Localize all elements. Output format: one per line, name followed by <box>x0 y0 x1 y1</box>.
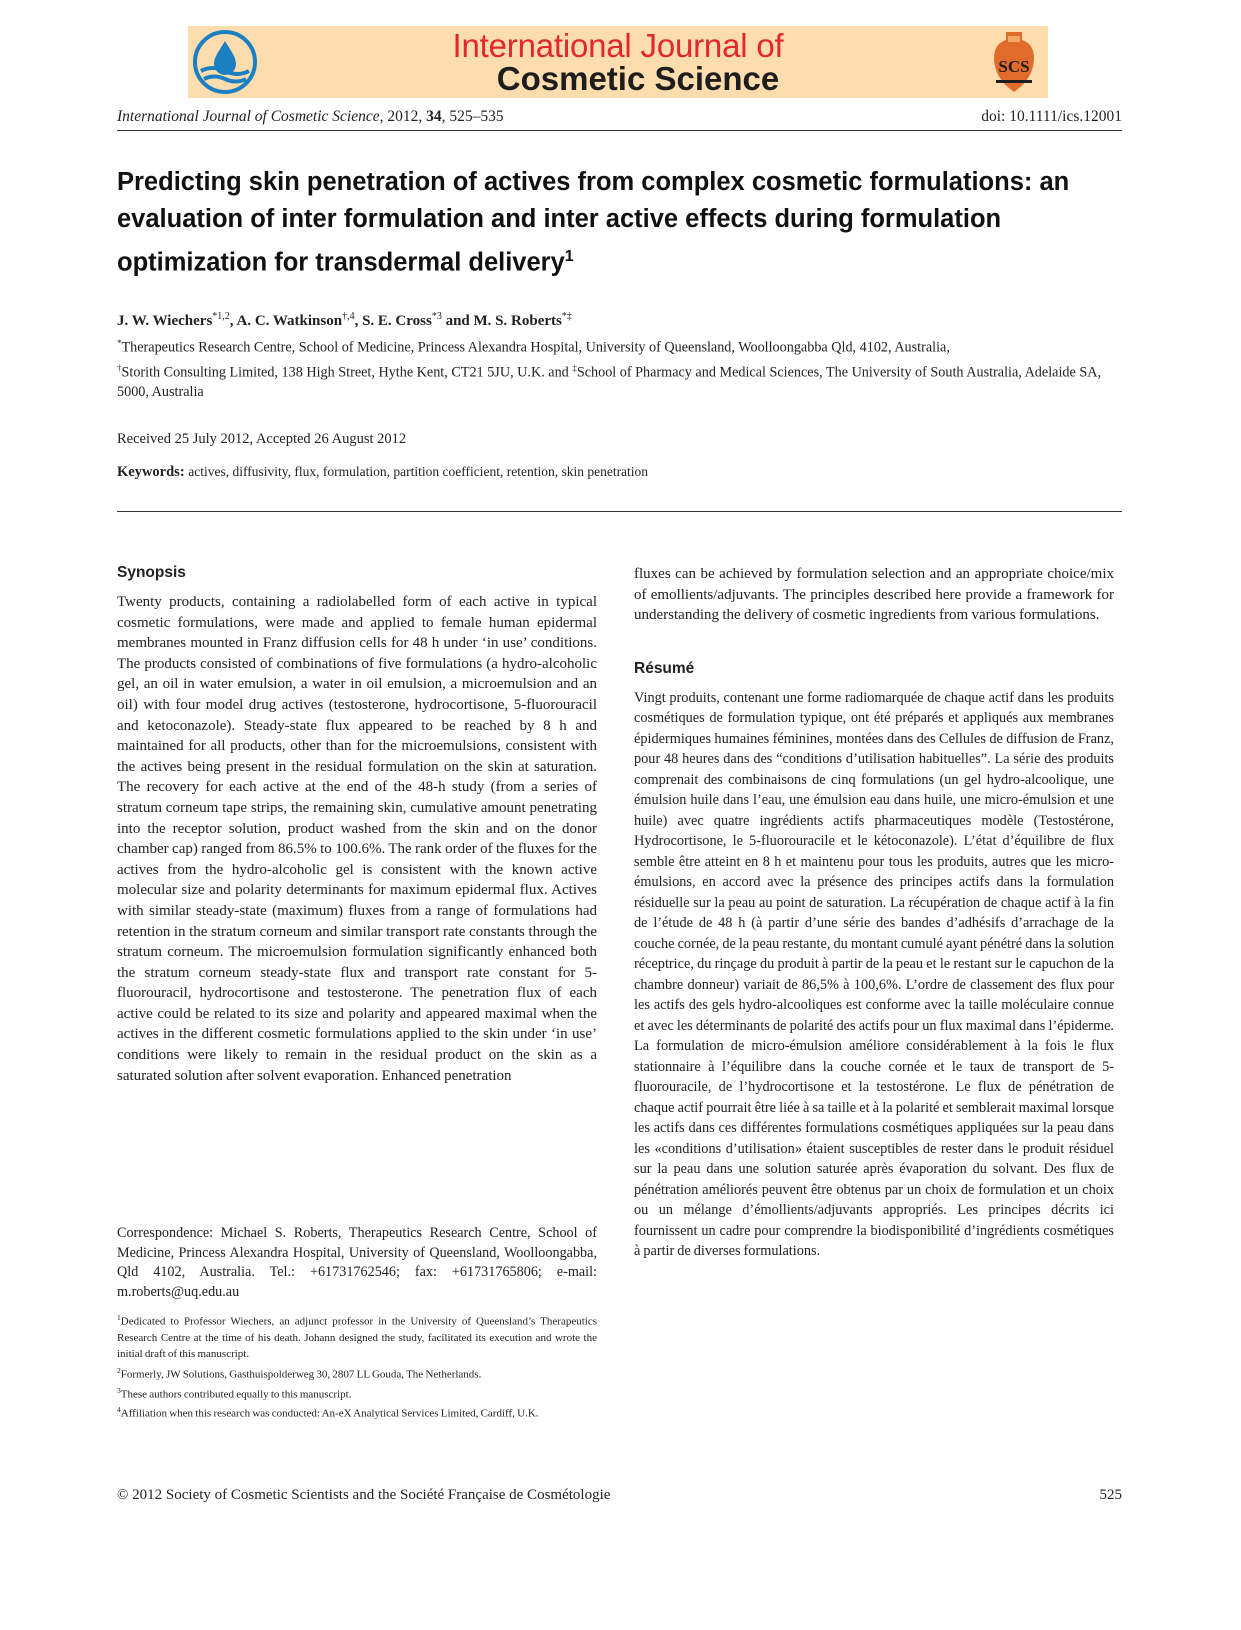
banner-title-line2: Cosmetic Science <box>496 60 780 97</box>
author-mark: *‡ <box>561 311 572 322</box>
journal-volume: 34 <box>426 108 442 125</box>
resume-heading: Résumé <box>634 659 695 677</box>
left-column <box>117 564 597 1086</box>
section-divider <box>117 511 1122 512</box>
scs-society-logo-icon <box>988 28 1040 96</box>
affil-mark: * <box>117 338 122 348</box>
footnote-mark: 2 <box>117 1365 121 1375</box>
footnote-text: These authors contributed equally to this manuscript. <box>120 1388 352 1401</box>
affiliation-3: School of Pharmacy and Medical Sciences, The University of South Australia, Adelaide SA, 5000, Australia <box>117 364 1102 401</box>
footnote-text: Dedicated to Professor Wiechers, an adjunct professor in the University of Queensland’s Therapeutics Research Centre at the time of his death. Johann designed the study, facilitated its execution and wrote the initial draft of this manuscript. <box>117 1315 597 1361</box>
affil-mark: ‡ <box>572 362 577 373</box>
affil-mark: † <box>117 362 122 373</box>
author-mark: †,4 <box>342 311 355 322</box>
footnote <box>117 1310 597 1363</box>
doi: doi: 10.1111/ics.12001 <box>981 108 1122 125</box>
author-separator: , <box>354 313 363 329</box>
author-name: S. E. Cross <box>362 313 432 329</box>
scs-logo-text: SCS <box>998 57 1030 76</box>
synopsis-text: Twenty products, containing a radiolabelled form of each active in typical cosmetic formulations, were made and applied to female human epidermal membranes mounted in Franz diffusion cells for 48 h under ‘in use’ conditions. The products consisted of combinations of five formulations (a hydro-alcoholic gel, an oil in water emulsion, a water in oil emulsion, a microemulsion and an oil) with four model drug actives (testosterone, hydrocortisone, 5-fluorouracil and ketoconazole). Steady-state flux appeared to be reached by 8 h and maintained for all products, other than for the microemulsions, consistent with the actives being present in the residual formulation on the skin at saturation. The recovery for each active at the end of the 48-h study (from a series of stratum corneum tape strips, the remaining skin, cumulative amount penetrating into the receptor solution, product washed from the skin and on the donor chamber cap) ranged from 86.5% to 100.6%. The rank order of the fluxes for the actives from the hydro-alcoholic gel is consistent with the known active molecular size and polarity determinants for maximum epidermal flux. Actives with similar steady-state (maximum) fluxes from a range of formulations had retention in the stratum corneum and similar transport rate constants through the stratum corneum. The microemulsion formulation significantly enhanced both the stratum corneum steady-state flux and transport rate constant for 5-fluorouracil, hydrocortisone and testosterone. The penetration flux of each active could be related to its size and polarity and appeared maximal when the actives in the different cosmetic formulations applied to the skin under ‘in use’ conditions were likely to remain in the residual product on the skin as a saturated solution after solvent evaporation. Enhanced penetration <box>117 594 597 1084</box>
keywords-label: Keywords: <box>117 464 185 480</box>
author-name: J. W. Wiechers <box>117 313 213 329</box>
resume-text: Vingt produits, contenant une forme radiomarquée de chaque actif dans les produits cosmétiques de formulation typique, ont été préparés et appliqués aux membranes épidermiques humaines féminines, montées dans des Cellules de diffusion de Franz, pour 48 heures dans des “conditions d’utilisation habituelles”. La série des produits comprenait des combinaisons de cinq formulations (un gel hydro-alcoolique, une émulsion huile dans l’eau, une émulsion eau dans huile, une micro-émulsion et une huile) avec quatre ingrédients actifs pharmaceutiques modèle (Testostérone, Hydrocortisone, le 5-fluorouracile et le kétoconazole). L’état d’équilibre de flux semble être atteint en 8 h et maintenu pour tous les produits, autres que les micro-émulsions, en accord avec la présence des principes actifs dans la formulation résiduelle sur la peau au point de saturation. La récupération de chaque actif à la fin de l’étude de 48 h (à partir d’une série des bandes d’adhésifs d’arrachage de la couche cornée, de la peau restante, du montant cumulé ayant pénétré dans la solution réceptrice, du rinçage du produit à partir de la peau et le restant sur le capuchon de la chambre donneur) variait de 86,5% à 100,6%. L’ordre de classement des flux pour les actifs des gels hydro-alcooliques est conforme avec la taille moléculaire connue et avec les déterminants de polarité des actifs pour un flux maximal dans l’épiderme. La formulation de micro-émulsion améliore considérablement à la fois le flux stationnaire à l’équilibre dans la couche cornée et le taux de transport de 5-fluorouracile, de l’hydrocortisone et la testostérone. Le flux de pénétration de chaque actif pourrait être liée à sa taille et à la polarité et semblerait maximal lorsque les actifs dans ces différentes formulations cosmétiques appliquées sur la peau dans les «conditions d’utilisation» étaient susceptibles de rester dans le produit résiduel sur la peau dans une solution saturée après évaporation du solvant. Des flux de pénétration améliorés peuvent être obtenus par un choix de formulation et un choix ou un mélange d’émollients/adjuvants appropriés. Les principes décrits ici fournissent un cadre pour comprendre la biodisponibilité d’ingrédients cosmétiques à partir de diverses formulations. <box>634 689 1114 1260</box>
journal-citation <box>117 108 504 126</box>
author-name: M. S. Roberts <box>473 313 562 329</box>
paper-title <box>117 164 1127 282</box>
synopsis-heading: Synopsis <box>117 564 186 581</box>
journal-pages: , 525–535 <box>441 108 504 125</box>
footnote <box>117 1383 597 1403</box>
affiliation-2: Storith Consulting Limited, 138 High Street, Hythe Kent, CT21 5JU, U.K. and <box>121 364 573 381</box>
author-name: A. C. Watkinson <box>236 313 343 329</box>
journal-name: International Journal of Cosmetic Science <box>117 108 380 125</box>
keywords-list: actives, diffusivity, flux, formulation, partition coefficient, retention, skin penetration <box>188 464 649 479</box>
footnote-text: Formerly, JW Solutions, Gasthuispolderweg 30, 2807 LL Gouda, The Netherlands. <box>120 1368 482 1381</box>
footnote-mark: 3 <box>117 1385 121 1395</box>
keywords <box>117 464 648 481</box>
footnote-text: Affiliation when this research was conducted: An-eX Analytical Services Limited, Cardiff, U.K. <box>120 1408 539 1421</box>
affiliations <box>117 333 1127 402</box>
footnotes <box>117 1310 597 1422</box>
journal-banner <box>188 26 1048 98</box>
author-list <box>117 311 572 330</box>
footnote <box>117 1363 597 1383</box>
journal-year: , 2012, <box>379 108 427 125</box>
banner-title-line1: International Journal of <box>452 27 784 64</box>
copyright: © 2012 Society of Cosmetic Scientists and the Société Française de Cosmétologie <box>117 1487 611 1503</box>
affiliation-1: Therapeutics Research Centre, School of Medicine, Princess Alexandra Hospital, University of Queensland, Woolloongabba Qld, 4102, Australia, <box>121 339 950 356</box>
journal-citation-line <box>117 108 1122 131</box>
footnote <box>117 1402 597 1422</box>
correspondence: Correspondence: Michael S. Roberts, Therapeutics Research Centre, School of Medicine, Princess Alexandra Hospital, University of Queensland, Woolloongabba, Qld 4102, Australia. Tel.: +61731762546; fax: +61731765806; e-mail: m.roberts@uq.edu.au <box>117 1225 597 1300</box>
author-mark: *1,2 <box>212 311 230 322</box>
synopsis-continued: fluxes can be achieved by formulation selection and an appropriate choice/mix of emollients/adjuvants. The principles described here provide a framework for understanding the delivery of cosmetic ingredients from various formulations. <box>634 566 1114 624</box>
author-separator: and <box>441 313 474 329</box>
right-column <box>634 564 1114 1262</box>
footnote-mark: 1 <box>117 1313 121 1322</box>
footnote-mark: 4 <box>117 1405 121 1415</box>
title-footnote-mark: 1 <box>564 248 574 265</box>
author-separator: , <box>229 313 237 329</box>
page-number: 525 <box>1099 1487 1122 1503</box>
paper-title-text: Predicting skin penetration of actives from complex cosmetic formulations: an evaluation of inter formulation and inter active effects during formulation optimization for transdermal delivery <box>117 168 1070 277</box>
author-mark: *3 <box>431 311 442 322</box>
received-dates: Received 25 July 2012, Accepted 26 August 2012 <box>117 431 407 447</box>
